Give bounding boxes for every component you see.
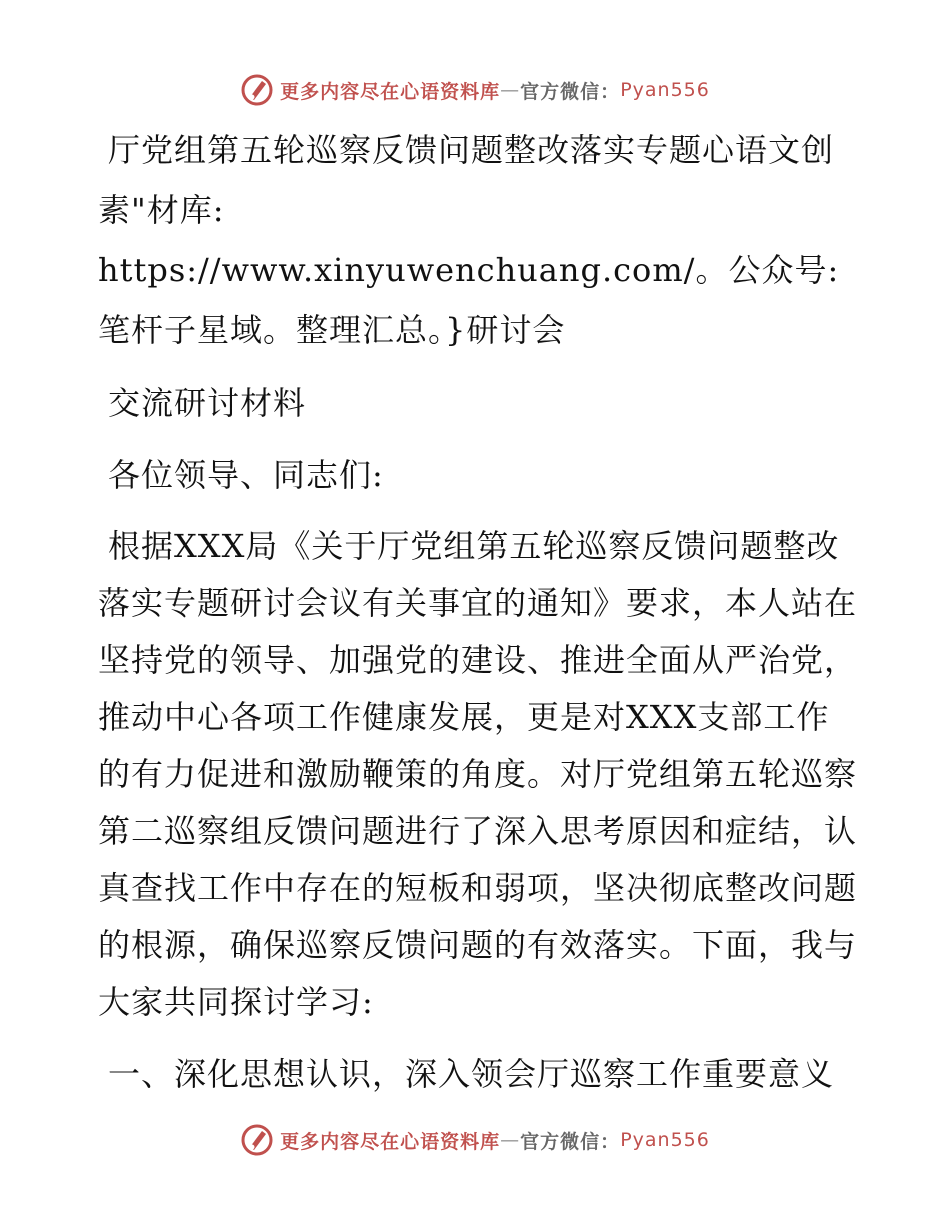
watermark-banner-bottom — [0, 1120, 950, 1160]
banner-wechat-id: Pyan556 — [620, 1129, 710, 1151]
document-body — [98, 120, 858, 1117]
document-title: 厅党组第五轮巡察反馈问题整改落实专题心语文创素"材库: https://www.xinyuwenchuang.com/。公众号: 笔杆子星域。整理汇总。}研讨会 — [98, 131, 851, 349]
brand-logo-icon — [240, 1123, 274, 1157]
document-subtitle: 交流研讨材料 — [108, 384, 307, 422]
banner-wechat-id: Pyan556 — [620, 79, 710, 101]
banner-wechat-label: 官方微信： — [520, 1130, 621, 1153]
body-paragraph: 根据XXX局《关于厅党组第五轮巡察反馈问题整改落实专题研讨会议有关事宜的通知》要求，本人站在坚持党的领导、加强党的建设、推进全面从严治党，推动中心各项工作健康发展，更是对XXX支部工作的有力促进和激励鞭策的角度。对厅党组第五轮巡察第二巡察组反馈问题进行了深入思考原因和症结，认真查找工作中存在的短板和弱项，坚决彻底整改问题的根源，确保巡察反馈问题的有效落实。下面，我与大家共同探讨学习: — [98, 527, 858, 1021]
banner-dash: — — [500, 1129, 521, 1151]
greeting: 各位领导、同志们: — [108, 456, 384, 494]
section-heading-1: 一、深化思想认识，深入领会厅巡察工作重要意义 — [108, 1055, 835, 1093]
banner-main-text: 更多内容尽在心语资料库 — [280, 80, 501, 103]
banner-wechat-label: 官方微信： — [520, 80, 621, 103]
banner-dash: — — [500, 79, 521, 101]
brand-logo-icon — [240, 73, 274, 107]
banner-main-text: 更多内容尽在心语资料库 — [280, 1130, 501, 1153]
watermark-banner-top — [0, 70, 950, 110]
